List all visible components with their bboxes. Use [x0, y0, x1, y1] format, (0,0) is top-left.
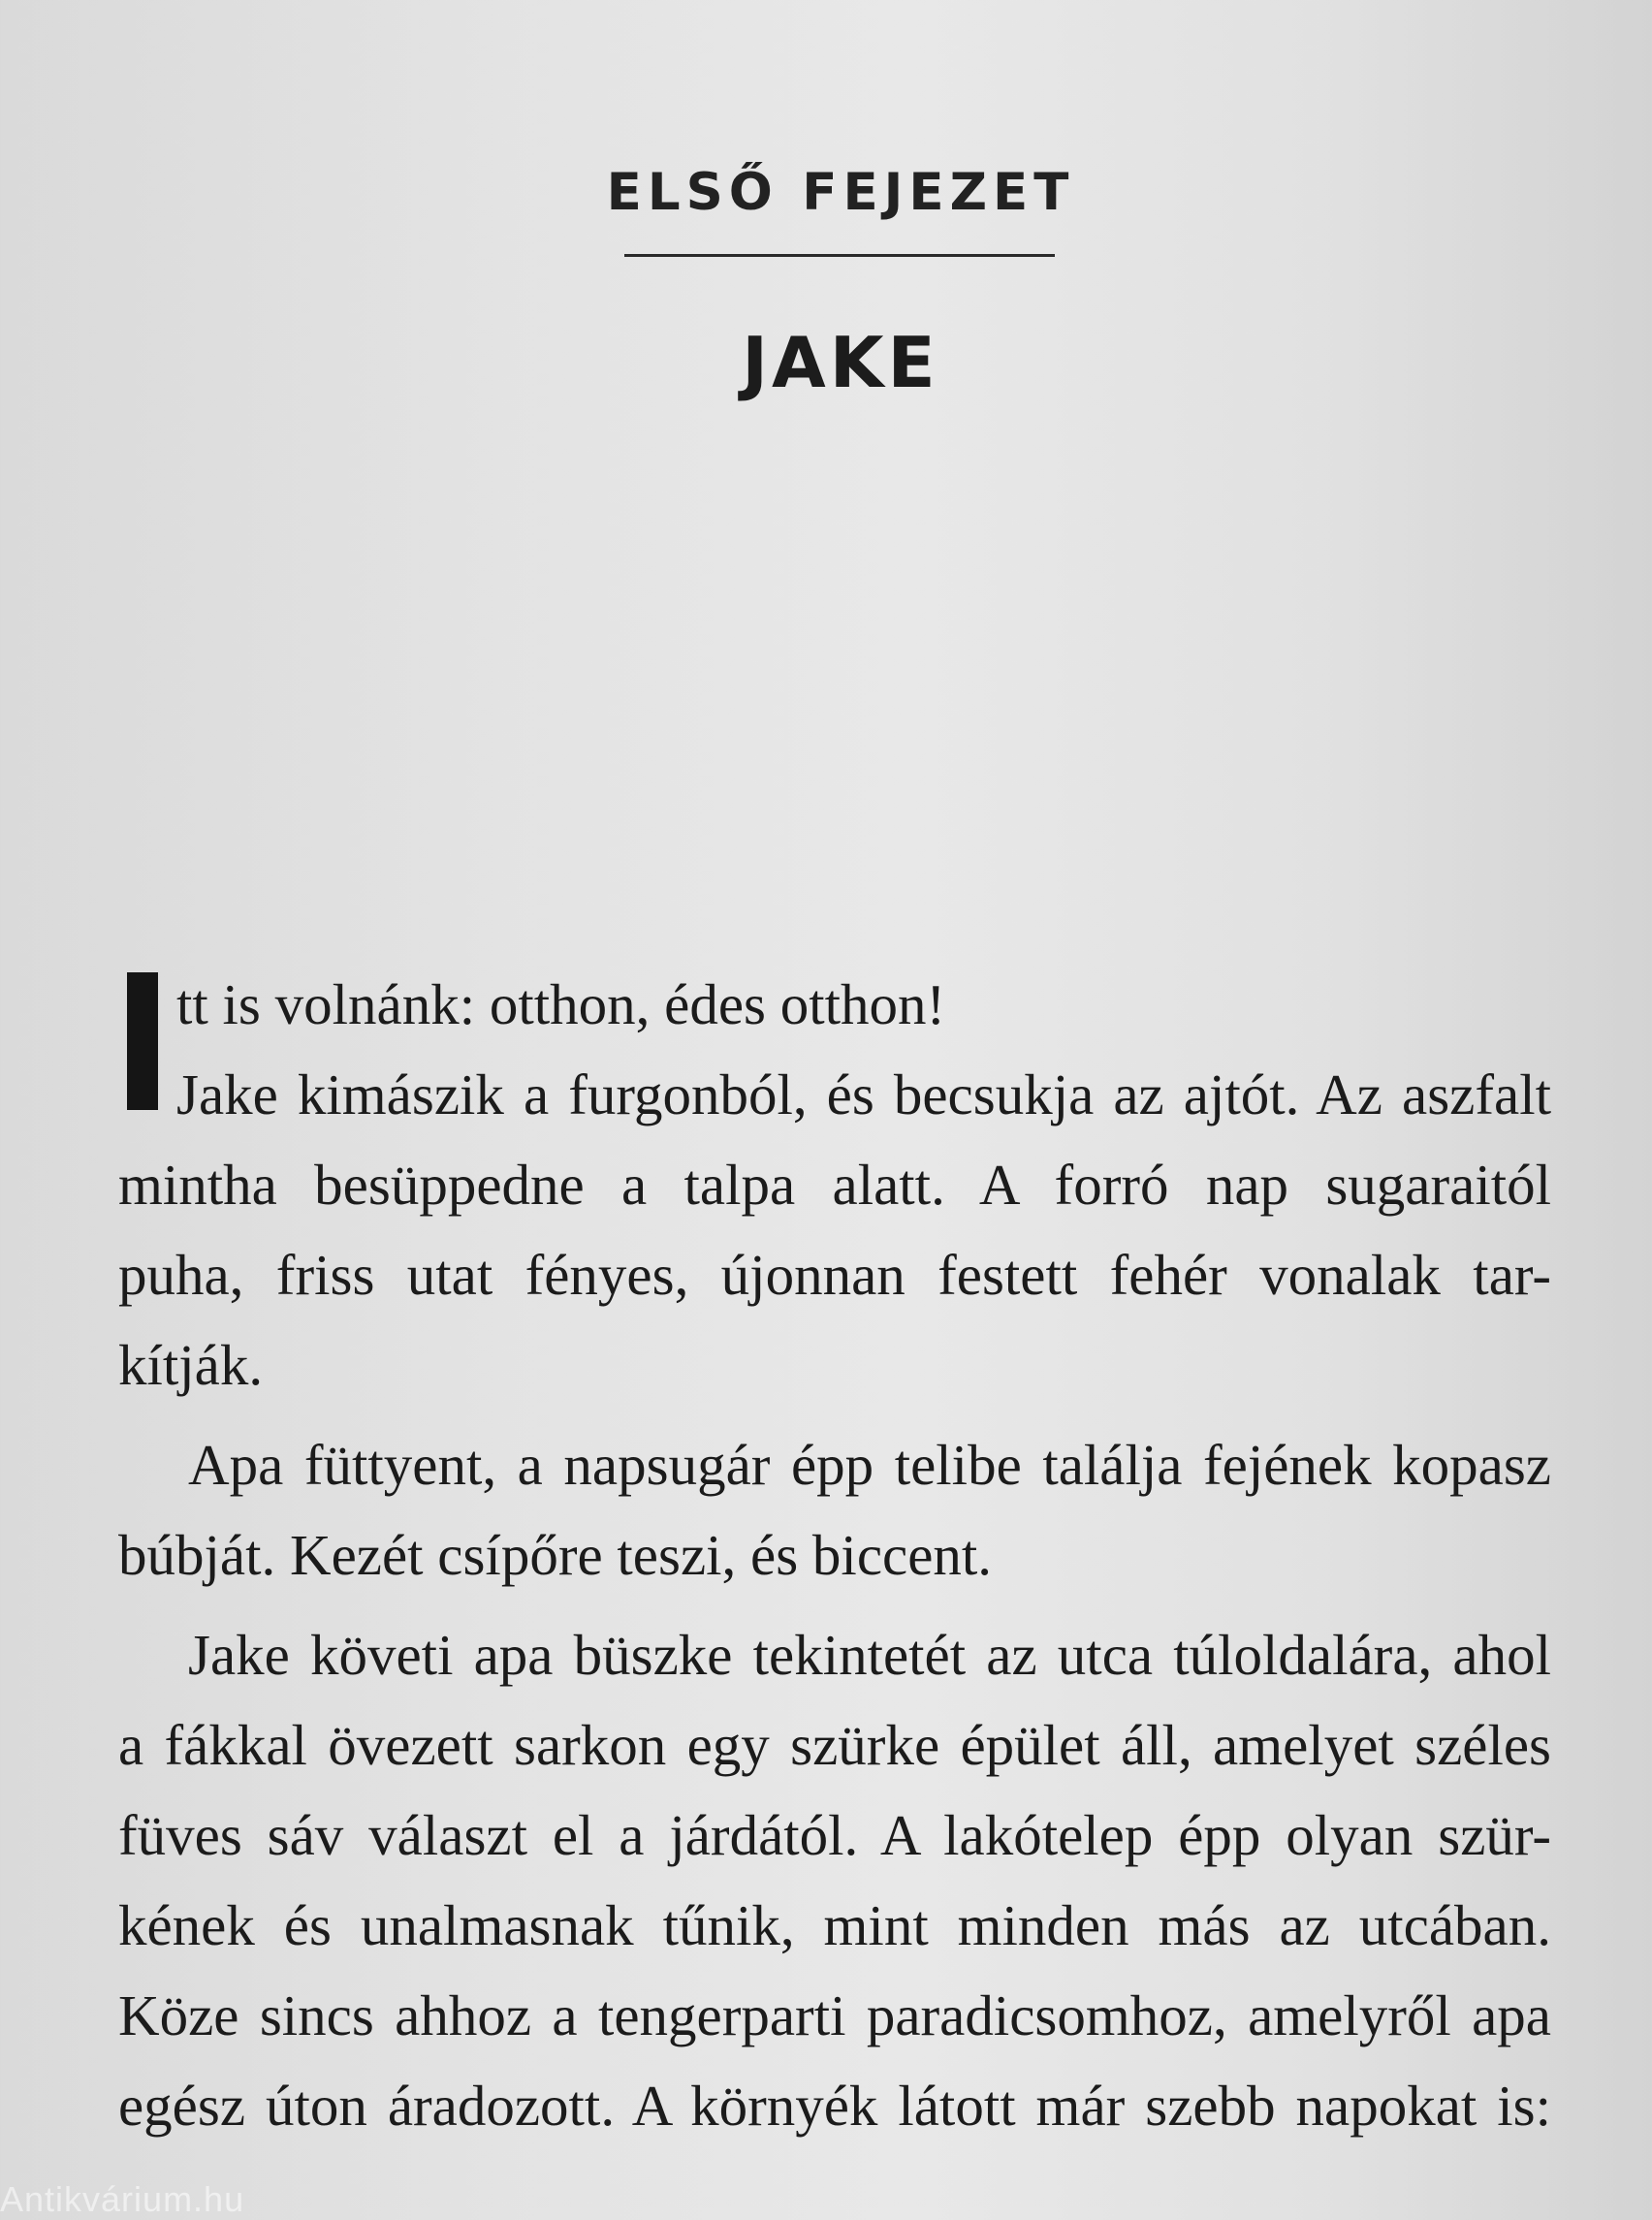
text-line: a fákkal övezett sarkon egy szürke épület áll, amelyet széles [118, 1713, 1551, 1777]
text-line: egész úton áradozott. A környék látott már szebb napokat is: [118, 2074, 1551, 2138]
text-line: tt is volnánk: otthon, édes otthon! [176, 972, 946, 1036]
chapter-divider [624, 254, 1055, 257]
text-line: kítják. [118, 1333, 264, 1397]
text-line: puha, friss utat fényes, újonnan festett fehér vonalak tar- [118, 1243, 1551, 1307]
chapter-label: ELSŐ FEJEZET [606, 163, 1075, 222]
text-line: Apa füttyent, a napsugár épp telibe találja fejének kopasz [188, 1433, 1551, 1497]
text-line: Köze sincs ahhoz a tengerparti paradicsomhoz, amelyről apa [118, 1983, 1551, 2047]
watermark: Antikvárium.hu [0, 2179, 245, 2219]
text-line: Jake kimászik a furgonból, és becsukja az ajtót. Az aszfalt [176, 1062, 1551, 1126]
text-line: búbját. Kezét csípőre teszi, és biccent. [118, 1523, 993, 1587]
text-line: kének és unalmasnak tűnik, mint minden más az utcában. [118, 1893, 1551, 1957]
text-line: mintha besüppedne a talpa alatt. A forró nap sugaraitól [118, 1153, 1551, 1217]
chapter-title: JAKE [742, 322, 939, 403]
text-line: Jake követi apa büszke tekintetét az utca túloldalára, ahol [188, 1623, 1551, 1687]
text-line: füves sáv választ el a járdától. A lakótelep épp olyan szür- [118, 1803, 1551, 1867]
chapter-body [118, 960, 1551, 2151]
